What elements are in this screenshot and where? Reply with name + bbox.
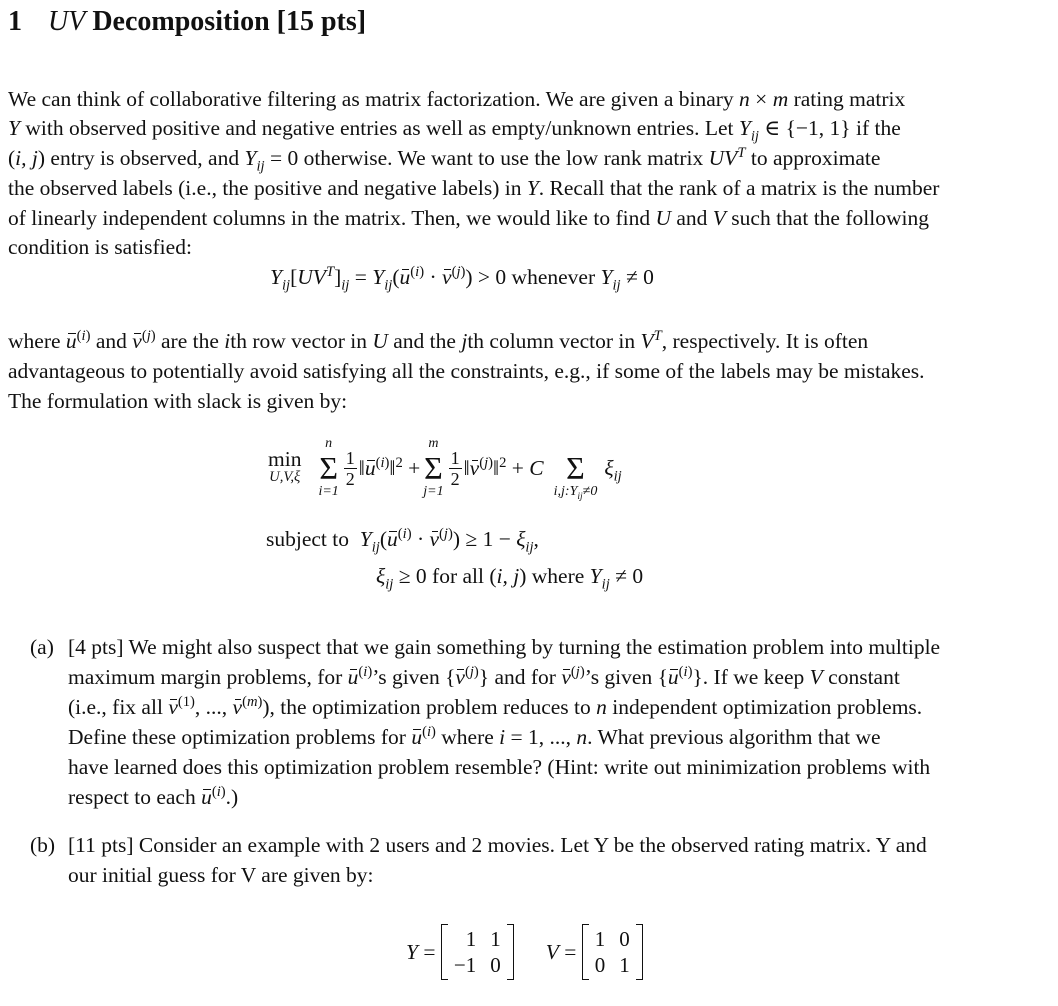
section-title: Decomposition [15 pts] <box>92 6 367 37</box>
part-b-line-2: our initial guess for V are given by: <box>68 863 374 887</box>
condition-equation: $Y_{ij}[UV^T]_{ij} = Y_{ij}(u^{(i)} \cdot v^{(j)}) > 0$ whenever $Y_{ij} \ne 0$ <box>270 263 654 294</box>
section-number: 1 <box>8 6 22 37</box>
part-a-line-6: respect to each $u^{(i)}$.) <box>68 782 1038 812</box>
section-heading <box>8 2 366 42</box>
part-b-label: (b) <box>30 833 56 857</box>
matrix-equations: Y = 1 1 −1 0 V = 1 0 0 1 <box>406 924 643 980</box>
part-b-line-1: [11 pts] Consider an example with 2 users and 2 movies. Let Y be the observed rating matrix. Y and <box>68 833 927 857</box>
intro-line-2: Y with observed positive and negative entries as well as empty/unknown entries. Let $Y_{ij}$ ∈ {−1, 1} if the <box>8 116 901 145</box>
constraint-2: $\xi_{ij} \ge 0$ for all (i, j) where $Y_{ij} \ne 0$ <box>376 564 644 593</box>
part-a-line-4: Define these optimization problems for $u^{(i)}$ where i = 1, ..., n. What previous algorithm that we <box>68 722 1038 752</box>
part-a-line-2: maximum margin problems, for $u^{(i)}’s$ given $\{v^{(j)}\}$ and for $v^{(j)}’s$ given $\{u^{(i)}\}$. If we keep V constant <box>68 662 1038 692</box>
part-a-line-1: [4 pts] We might also suspect that we gain something by turning the estimation problem into multiple <box>68 635 941 659</box>
intro-line-5: of linearly independent columns in the matrix. Then, we would like to find U and V such that the following <box>8 206 929 230</box>
matrix-v: 1 0 0 1 <box>582 924 643 980</box>
part-a-label: (a) <box>30 635 54 659</box>
intro-line-3: (i, j) entry is observed, and $Y_{ij} = 0$ otherwise. We want to use the low rank matrix $UV^T$ to approximate <box>8 144 881 175</box>
matrix-y: 1 1 −1 0 <box>441 924 514 980</box>
where-line-3: The formulation with slack is given by: <box>8 389 348 413</box>
constraint-1: subject to $Y_{ij}(u^{(i)} \cdot v^{(j)}) \ge 1 - \xi_{ij}$, <box>266 525 539 556</box>
objective-equation: min U,V,ξ n Σ i=1 $\frac{1}{2}$ $‖u^{(i)}‖^2$ + m Σ j=1 $\frac{1}{2}$ $‖v^{(j)}‖^2 + C$ Σ $i,j:Y_{ij}\ne 0$ $\xi_{ij}$ <box>268 436 622 502</box>
intro-line-6: condition is satisfied: <box>8 235 192 259</box>
intro-line-4: the observed labels (i.e., the positive and negative labels) in Y. Recall that the rank of a matrix is the number <box>8 176 940 200</box>
part-a-line-5: have learned does this optimization problem resemble? (Hint: write out minimization problems with <box>68 755 931 779</box>
intro-line-1: We can think of collaborative filtering as matrix factorization. We are given a binary n × m rating matrix <box>8 87 906 111</box>
where-line-2: advantageous to potentially avoid satisfying all the constraints, e.g., if some of the labels may be mistakes. <box>8 359 925 383</box>
where-line-1: where $u^{(i)}$ and $v^{(j)}$ are the ith row vector in U and the jth column vector in $V^T$, respectively. It is often <box>8 326 1038 356</box>
part-a-line-3: (i.e., fix all $v^{(1)}$, ..., $v^{(m)}$), the optimization problem reduces to n independent optimization problems. <box>68 692 1038 722</box>
section-title-italic: UV <box>48 6 86 37</box>
